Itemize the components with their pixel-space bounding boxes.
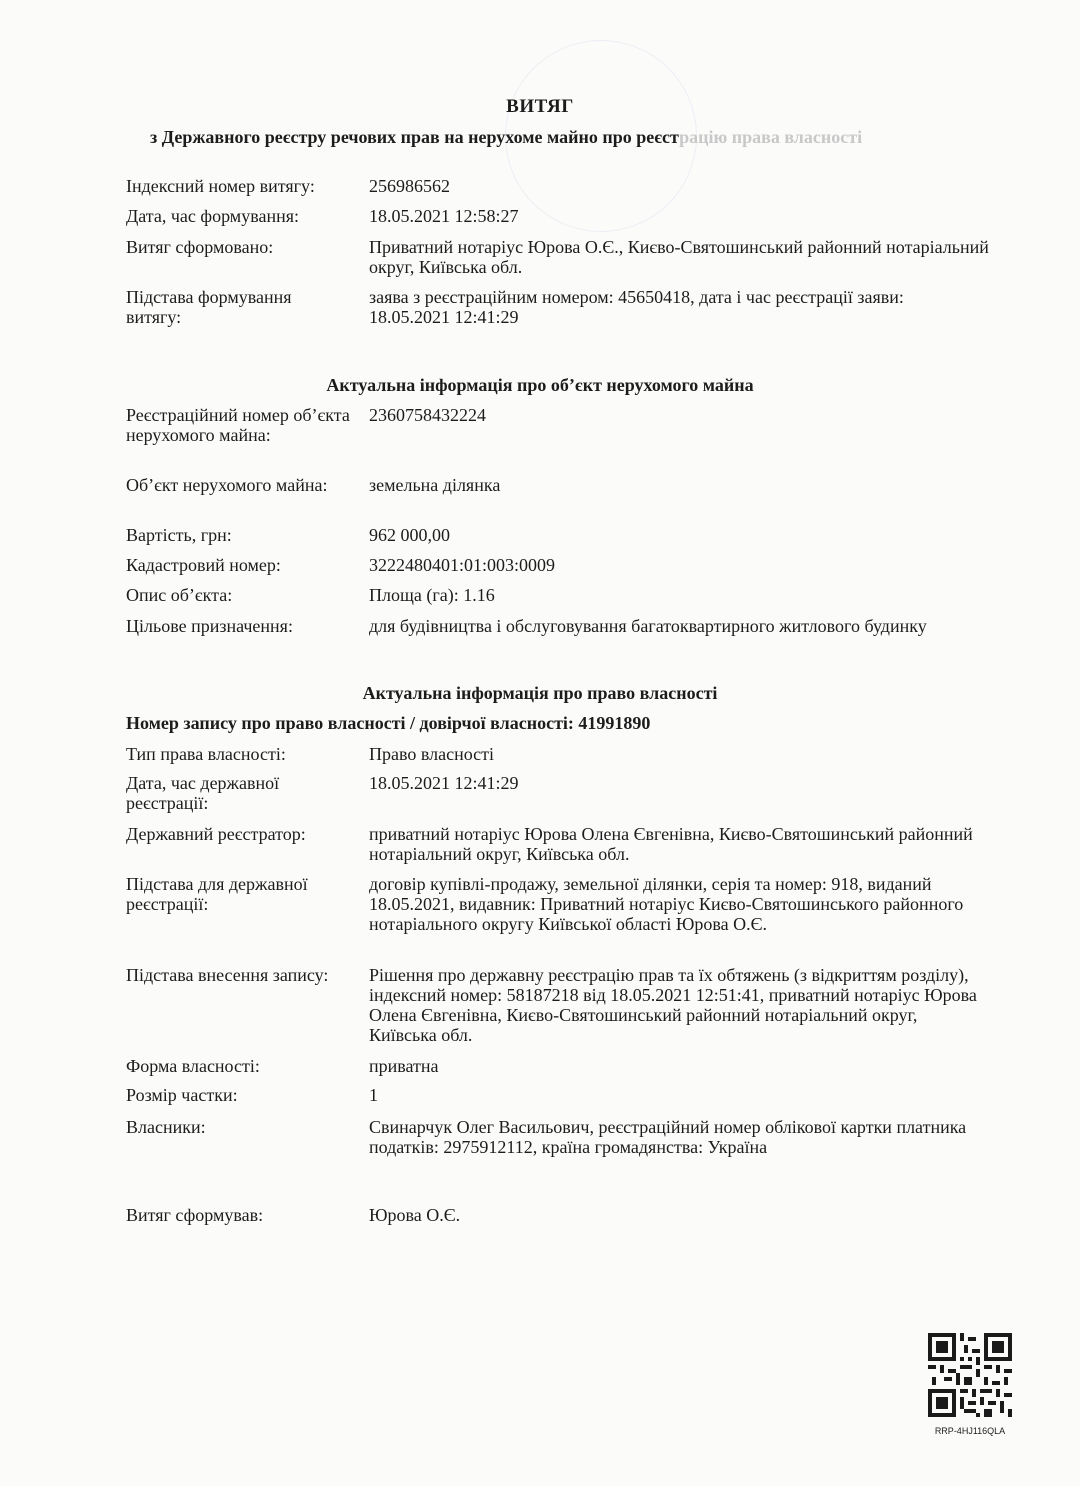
field-value: Юрова О.Є. — [369, 1205, 461, 1225]
field-value: Свинарчук Олег Васильович, реєстраційний номер облікової картки платника податків: 2975912112, країна громадянства: Україна — [369, 1117, 967, 1157]
ownership-section-heading: Актуальна інформація про право власності — [362, 683, 718, 703]
subtitle-text: з Державного реєстру речових прав на нерухоме майно про реєст — [150, 127, 680, 147]
object-section-heading: Актуальна інформація про об’єкт нерухомого майна — [326, 375, 754, 395]
field-label: Власники: — [126, 1117, 206, 1137]
field-label: Розмір частки: — [126, 1085, 238, 1105]
field-value: 2360758432224 — [369, 405, 486, 425]
field-label: Опис об’єкта: — [126, 585, 233, 605]
field-value: договір купівлі-продажу, земельної ділянки, серія та номер: 918, виданий 18.05.2021, видавник: Приватний нотаріус Києво-Святошинського районного нотаріального округу Київської області Юрова О.Є. — [369, 874, 964, 934]
subtitle-faded-text: рацію права власності — [679, 127, 863, 147]
field-label: Вартість, грн: — [126, 525, 232, 545]
field-value: 256986562 — [369, 176, 450, 196]
field-label: Кадастровий номер: — [126, 555, 281, 575]
field-label: Дата, час формування: — [126, 206, 299, 226]
field-value: Рішення про державну реєстрацію прав та їх обтяжень (з відкриттям розділу), індексний номер: 58187218 від 18.05.2021 12:51:41, приватний нотаріус Юрова Олена Євгенівна, Києво-Святошинський районний нотаріальний округ, Київська обл. — [369, 965, 977, 1045]
field-label: Державний реєстратор: — [126, 824, 306, 844]
field-value: 18.05.2021 12:58:27 — [369, 206, 519, 226]
document-subtitle — [150, 127, 862, 148]
ownership-record-heading: Номер запису про право власності / довірчої власності: 41991890 — [126, 713, 651, 733]
field-label: Реєстраційний номер об’єкта нерухомого майна: — [126, 405, 350, 445]
field-label: Форма власності: — [126, 1056, 260, 1076]
field-label: Об’єкт нерухомого майна: — [126, 475, 328, 495]
field-label: Індексний номер витягу: — [126, 176, 315, 196]
field-label: Підстава формування витягу: — [126, 287, 292, 327]
field-label: Дата, час державної реєстрації: — [126, 773, 280, 813]
field-value: 18.05.2021 12:41:29 — [369, 773, 519, 793]
field-value: 962 000,00 — [369, 525, 450, 545]
field-value: 3222480401:01:003:0009 — [369, 555, 556, 575]
field-value: Приватний нотаріус Юрова О.Є., Києво-Святошинський районний нотаріальний округ, Київська обл. — [369, 237, 989, 277]
qr-code-icon — [928, 1333, 1012, 1417]
field-label: Тип права власності: — [126, 744, 286, 764]
document-title: ВИТЯГ — [506, 96, 574, 117]
field-value: Площа (га): 1.16 — [369, 585, 495, 605]
qr-code-label: RRP-4HJ116QLA — [934, 1426, 1006, 1436]
field-value: приватний нотаріус Юрова Олена Євгенівна, Києво-Святошинський районний нотаріальний округ, Київська обл. — [369, 824, 973, 864]
field-label: Витяг сформовано: — [126, 237, 274, 257]
field-value: для будівництва і обслуговування багатоквартирного житлового будинку — [369, 616, 927, 636]
field-value: заява з реєстраційним номером: 45650418, дата і час реєстрації заяви: 18.05.2021 12:41:29 — [369, 287, 904, 327]
field-label: Підстава для державної реєстрації: — [126, 874, 308, 914]
field-label: Підстава внесення запису: — [126, 965, 329, 985]
field-value: земельна ділянка — [369, 475, 501, 495]
field-value: Право власності — [369, 744, 495, 764]
field-value: 1 — [369, 1085, 378, 1105]
field-value: приватна — [369, 1056, 439, 1076]
field-label: Цільове призначення: — [126, 616, 293, 636]
field-label: Витяг сформував: — [126, 1205, 264, 1225]
